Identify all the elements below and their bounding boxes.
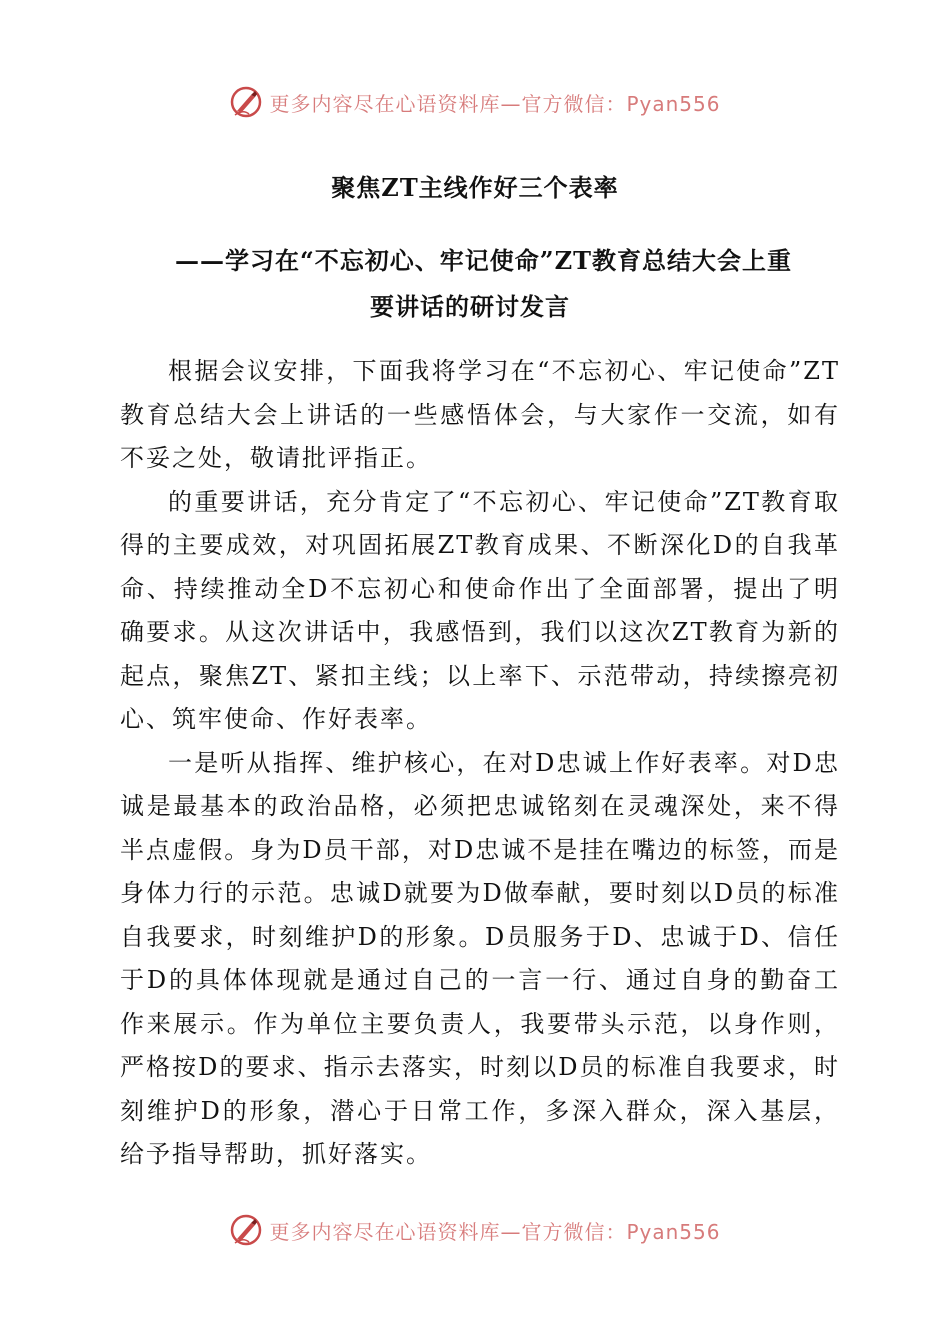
pen-logo-icon [229,85,263,119]
document-subtitle [175,238,835,330]
footer-watermark-banner [0,1210,950,1250]
subtitle-line-2: 要讲话的研讨发言 [370,292,570,321]
pen-logo-icon [229,1213,263,1247]
subtitle-line-1: ——学习在“不忘初心、牢记使命”ZT教育总结大会上重 [175,246,792,275]
body-paragraph: 一是听从指挥、维护核心，在对D忠诚上作好表率。对D忠诚是最基本的政治品格，必须把忠诚铭刻在灵魂深处，来不得半点虚假。身为D员干部，对D忠诚不是挂在嘴边的标签，而是身体力行的示范。忠诚D就要为D做奉献，要时刻以D员的标准自我要求，时刻维护D的形象。D员服务于D、忠诚于D、信任于D的具体体现就是通过自己的一言一行、通过自身的勤奋工作来展示。作为单位主要负责人，我要带头示范，以身作则，严格按D的要求、指示去落实，时刻以D员的标准自我要求，时刻维护D的形象，潜心于日常工作，多深入群众，深入基层，给予指导帮助，抓好落实。 [120,748,840,1168]
header-watermark-banner [0,82,950,122]
document-title: 聚焦ZT主线作好三个表率 [331,173,619,202]
watermark-text: 更多内容尽在心语资料库—官方微信：Pyan556 [269,91,721,116]
document-body [120,350,840,1177]
body-paragraph: 的重要讲话，充分肯定了“不忘初心、牢记使命”ZT教育取得的主要成效，对巩固拓展ZT教育成果、不断深化D的自我革命、持续推动全D不忘初心和使命作出了全面部署，提出了明确要求。从这次讲话中，我感悟到，我们以这次ZT教育为新的起点，聚焦ZT、紧扣主线；以上率下、示范带动，持续擦亮初心、筑牢使命、作好表率。 [120,487,840,733]
body-paragraph: 根据会议安排，下面我将学习在“不忘初心、牢记使命”ZT教育总结大会上讲话的一些感悟体会，与大家作一交流，如有不妥之处，敬请批评指正。 [120,357,840,472]
watermark-text: 更多内容尽在心语资料库—官方微信：Pyan556 [269,1219,721,1244]
